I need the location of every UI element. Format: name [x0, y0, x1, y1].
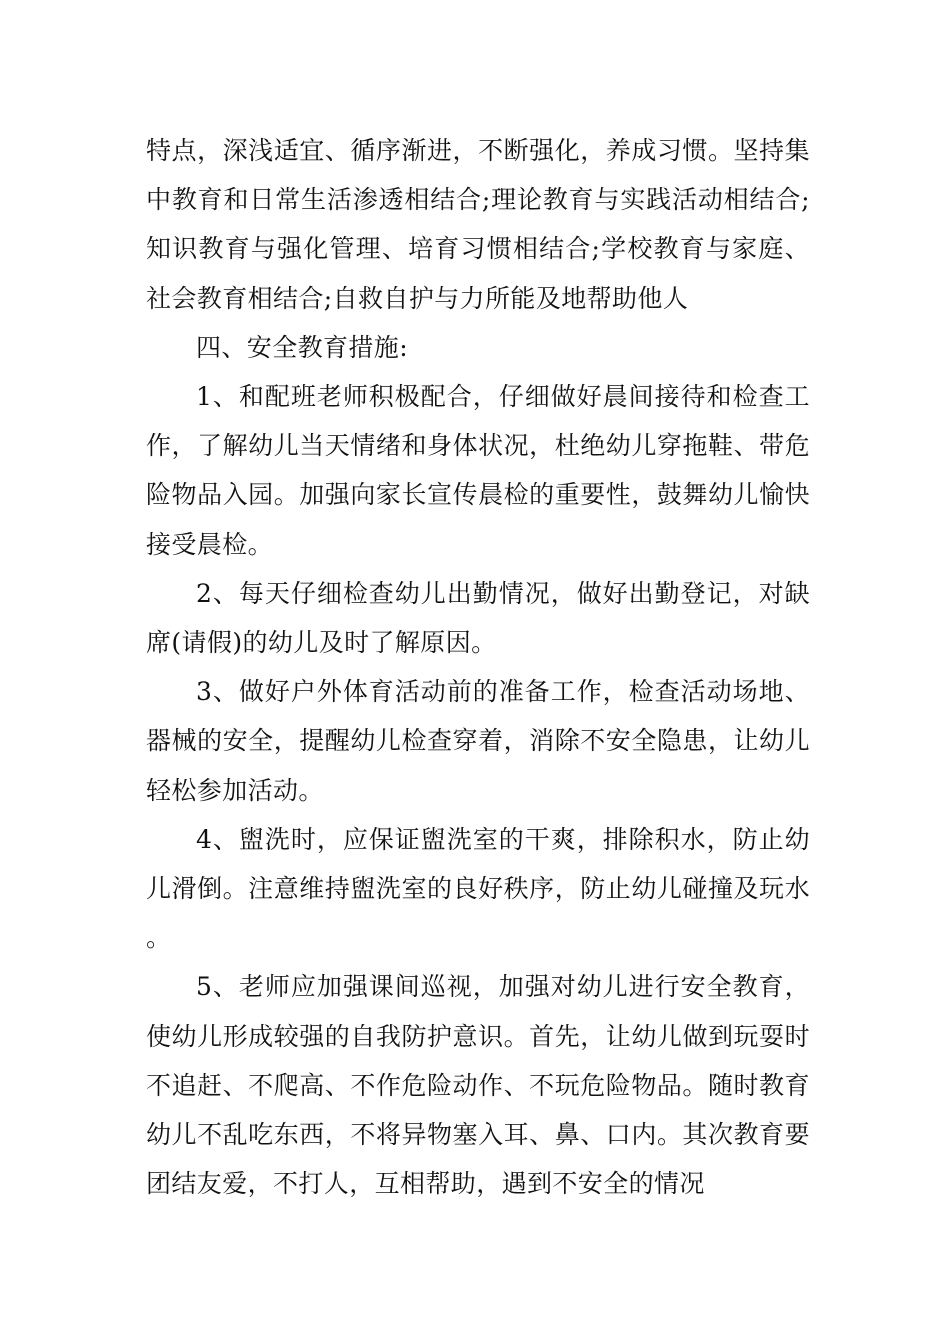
document-body — [146, 126, 810, 1208]
section-heading-measures: 四、安全教育措施: — [196, 332, 409, 362]
paragraph-measure-3: 3、做好户外体育活动前的准备工作，检查活动场地、器械的安全，提醒幼儿检查穿着，消除不安全隐患，让幼儿轻松参加活动。 — [146, 677, 810, 805]
paragraph-measure-1: 1、和配班老师积极配合，仔细做好晨间接待和检查工作，了解幼儿当天情绪和身体状况，杜绝幼儿穿拖鞋、带危险物品入园。加强向家长宣传晨检的重要性，鼓舞幼儿愉快接受晨检。 — [146, 382, 810, 559]
paragraph-continuation: 特点，深浅适宜、循序渐进，不断强化，养成习惯。坚持集中教育和日常生活渗透相结合;理论教育与实践活动相结合;知识教育与强化管理、培育习惯相结合;学校教育与家庭、社会教育相结合;自救自护与力所能及地帮助他人 — [146, 136, 810, 313]
paragraph-measure-2: 2、每天仔细检查幼儿出勤情况，做好出勤登记，对缺席(请假)的幼儿及时了解原因。 — [146, 578, 810, 658]
paragraph-measure-4: 4、盥洗时，应保证盥洗室的干爽，排除积水，防止幼儿滑倒。注意维持盥洗室的良好秩序，防止幼儿碰撞及玩水。 — [146, 824, 810, 953]
paragraph-measure-5: 5、老师应加强课间巡视，加强对幼儿进行安全教育，使幼儿形成较强的自我防护意识。首先，让幼儿做到玩耍时不追赶、不爬高、不作危险动作、不玩危险物品。随时教育幼儿不乱吃东西，不将异物塞入耳、鼻、口内。其次教育要团结友爱，不打人，互相帮助，遇到不安全的情况 — [146, 972, 810, 1199]
